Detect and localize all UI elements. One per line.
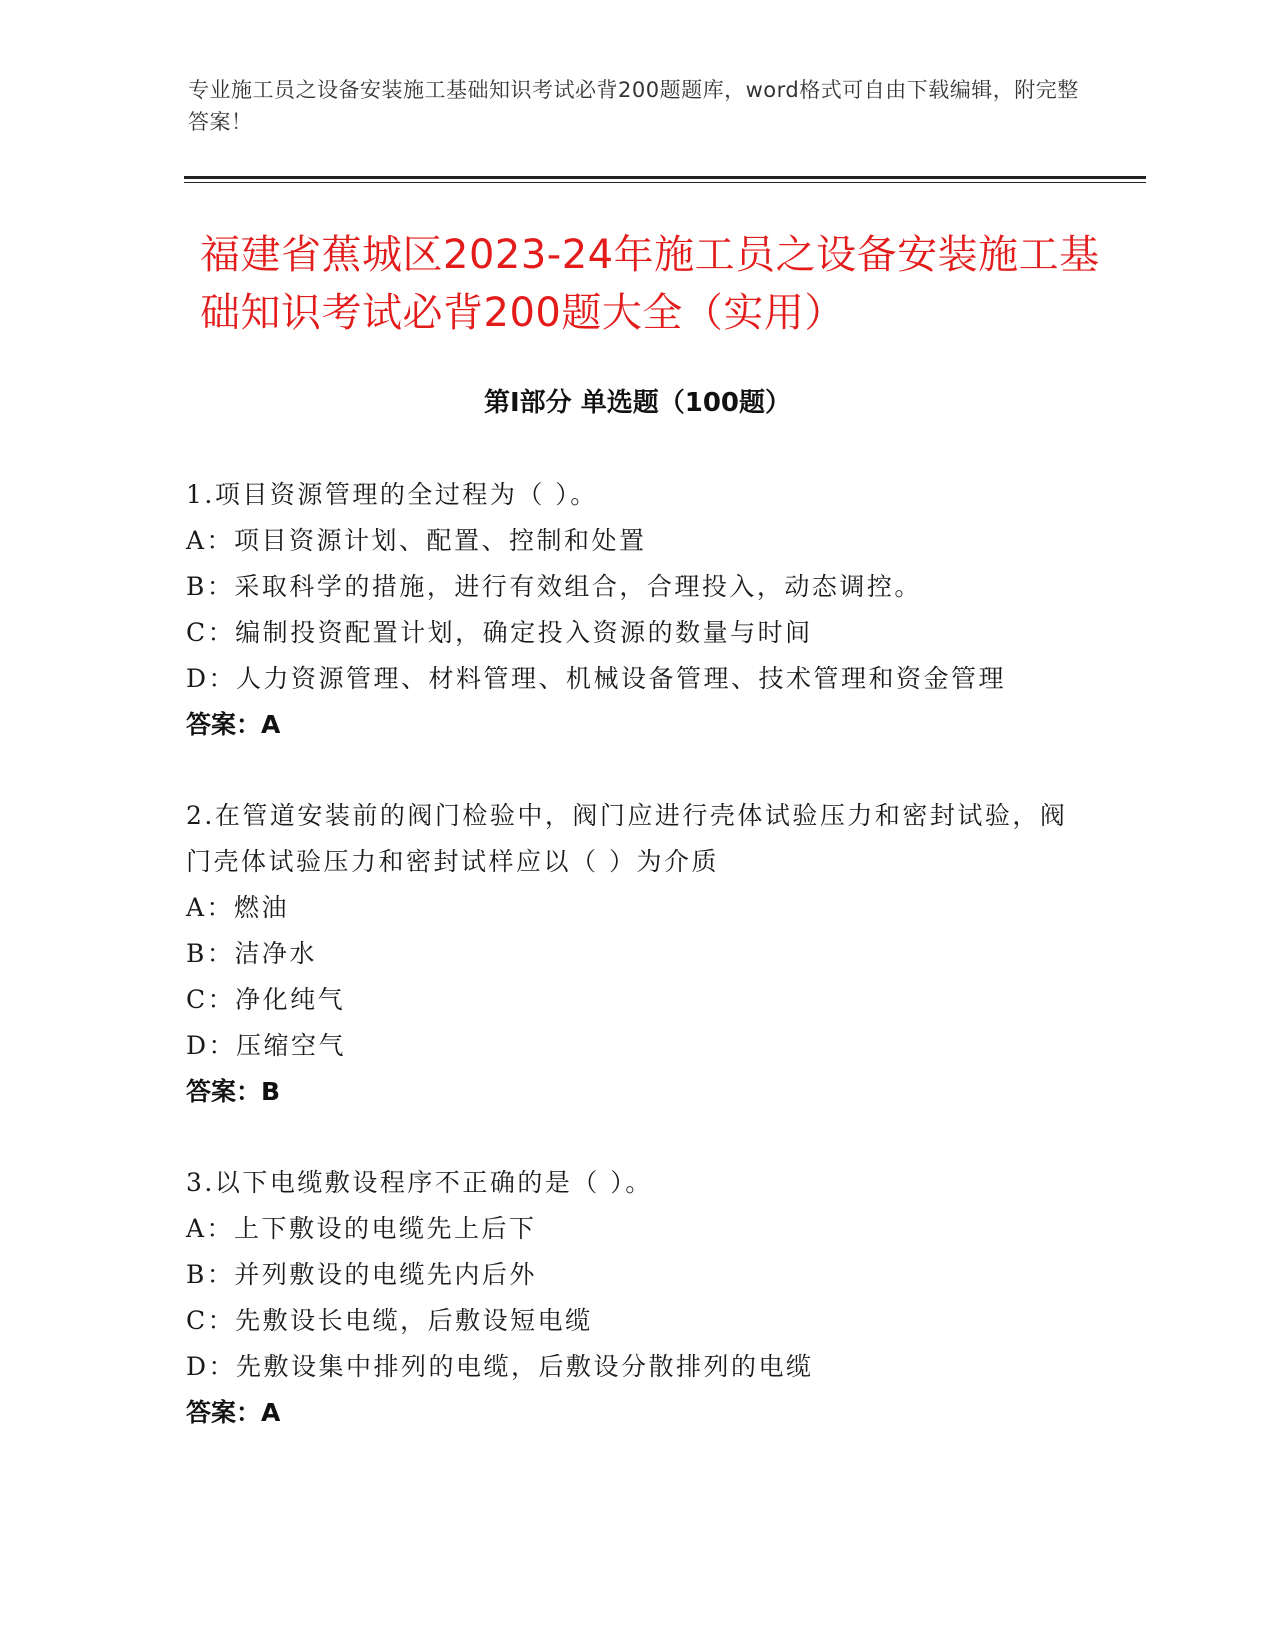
option-a: A：项目资源计划、配置、控制和处置 [186, 526, 647, 555]
option-b: B：并列敷设的电缆先内后外 [186, 1260, 537, 1289]
question-stem: 1.项目资源管理的全过程为（ ）。 [186, 480, 598, 509]
option-a: A：燃油 [186, 893, 290, 922]
question-3 [186, 1160, 1086, 1436]
option-b: B：采取科学的措施，进行有效组合，合理投入，动态调控。 [186, 572, 922, 601]
answer: 答案：A [186, 1398, 281, 1427]
question-1 [186, 472, 1086, 748]
question-stem: 3.以下电缆敷设程序不正确的是（ ）。 [186, 1168, 653, 1197]
answer: 答案：B [186, 1077, 281, 1106]
document-title: 福建省蕉城区2023-24年施工员之设备安装施工基础知识考试必背200题大全（实用） [200, 232, 1100, 336]
option-c: C：先敷设长电缆，后敷设短电缆 [186, 1306, 593, 1335]
section-title: 第I部分 单选题（100题） [484, 388, 791, 418]
question-2 [186, 793, 1086, 1115]
answer: 答案：A [186, 710, 281, 739]
header-note: 专业施工员之设备安装施工基础知识考试必背200题题库，word格式可自由下载编辑，附完整答案！ [188, 78, 1079, 134]
option-c: C：编制投资配置计划，确定投入资源的数量与时间 [186, 618, 813, 647]
option-b: B：洁净水 [186, 939, 317, 968]
question-list [186, 472, 1086, 1481]
header-divider-thin [184, 182, 1146, 183]
option-d: D：压缩空气 [186, 1031, 347, 1060]
option-d: D：先敷设集中排列的电缆，后敷设分散排列的电缆 [186, 1352, 814, 1381]
option-c: C：净化纯气 [186, 985, 346, 1014]
header-divider-thick [184, 176, 1146, 179]
option-a: A：上下敷设的电缆先上后下 [186, 1214, 537, 1243]
question-stem: 2.在管道安装前的阀门检验中，阀门应进行壳体试验压力和密封试验，阀门壳体试验压力和密封试样应以（ ）为介质 [186, 801, 1068, 876]
option-d: D：人力资源管理、材料管理、机械设备管理、技术管理和资金管理 [186, 664, 1007, 693]
